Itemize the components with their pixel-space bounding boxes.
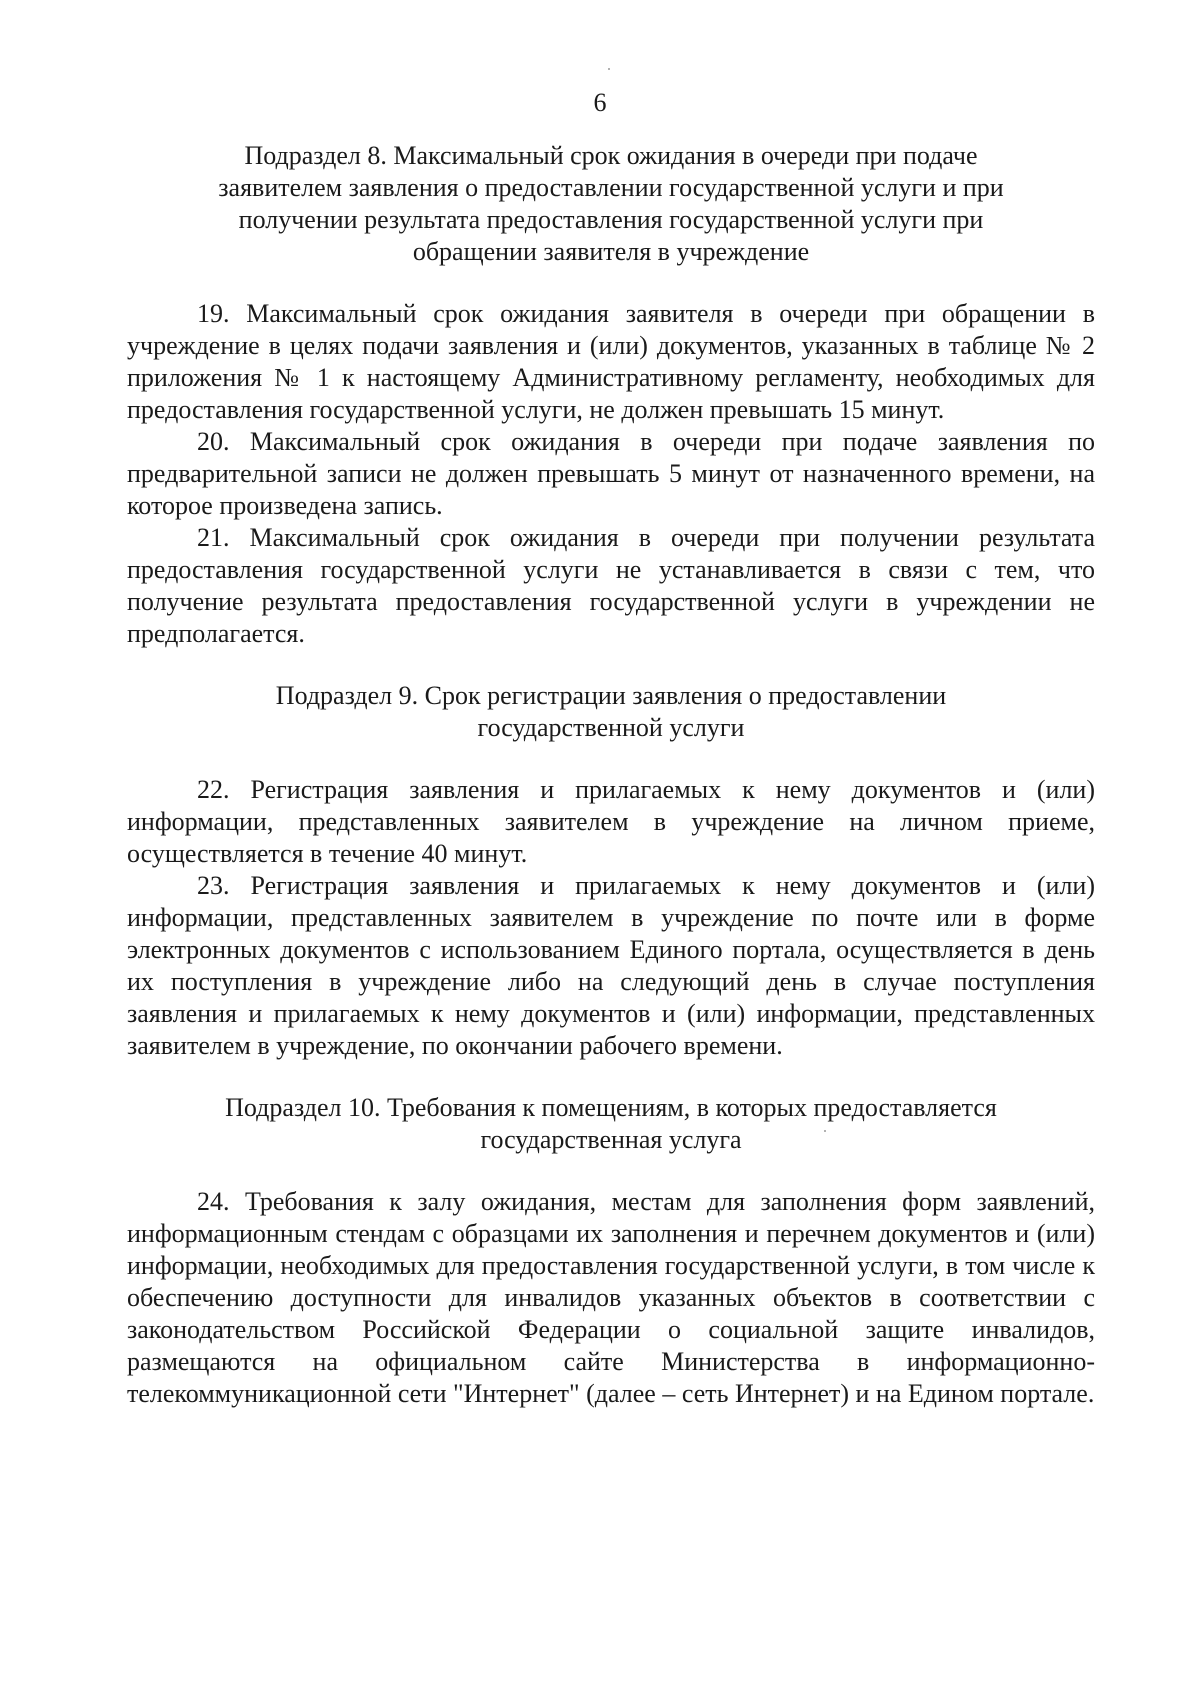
paragraph-22: 22. Регистрация заявления и прилагаемых к нему документов и (или) информации, представленных заявителем в учреждение на личном приеме, осуществляется в течение 40 минут. (127, 775, 1095, 868)
heading-line: Подраздел 8. Максимальный срок ожидания в очереди при подаче (244, 141, 978, 170)
heading-line: обращении заявителя в учреждение (412, 237, 810, 266)
section-9 (127, 680, 1095, 1062)
paragraph-19: 19. Максимальный срок ожидания заявителя в очереди при обращении в учреждение в целях подачи заявления и (или) документов, указанных в таблице № 2 приложения № 1 к настоящему Административному регламенту, необходимых для предоставления государственной услуги, не должен превышать 15 минут. (127, 299, 1095, 424)
paragraph-21: 21. Максимальный срок ожидания в очереди при получении результата предоставления государственной услуги не устанавливается в связи с тем, что получение результата предоставления государственной услуги в учреждении не предполагается. (127, 523, 1095, 648)
paragraph-23: 23. Регистрация заявления и прилагаемых к нему документов и (или) информации, представленных заявителем в учреждение по почте или в форме электронных документов с использованием Единого портала, осуществляется в день их поступления в учреждение либо на следующий день в случае поступления заявления и прилагаемых к нему документов и (или) информации, представленных заявителем в учреждение, по окончании рабочего времени. (127, 871, 1095, 1060)
heading-line: получении результата предоставления государственной услуги при (238, 205, 984, 234)
scan-speck (608, 68, 610, 70)
paragraph-20: 20. Максимальный срок ожидания в очереди при подаче заявления по предварительной записи не должен превышать 5 минут от назначенного времени, на которое произведена запись. (127, 427, 1095, 520)
heading-line: государственной услуги (477, 713, 745, 742)
heading-line: заявителем заявления о предоставлении государственной услуги и при (218, 173, 1004, 202)
section-heading (127, 1092, 1095, 1156)
document-body (127, 140, 1095, 1410)
heading-line: Подраздел 9. Срок регистрации заявления о предоставлении (275, 681, 947, 710)
section-10 (127, 1092, 1095, 1410)
heading-line: Подраздел 10. Требования к помещениям, в которых предоставляется (225, 1093, 997, 1122)
section-heading (127, 680, 1095, 744)
heading-line: государственная услуга (480, 1125, 742, 1154)
section-heading (127, 140, 1095, 268)
paragraph-24: 24. Требования к залу ожидания, местам для заполнения форм заявлений, информационным стендам с образцами их заполнения и перечнем документов и (или) информации, необходимых для предоставления государственной услуги, в том числе к обеспечению доступности для инвалидов указанных объектов в соответствии с законодательством Российской Федерации о социальной защите инвалидов, размещаются на официальном сайте Министерства в информационно-телекоммуникационной сети "Интернет" (далее – сеть Интернет) и на Едином портале. (127, 1187, 1095, 1408)
page-number: 6 (593, 88, 607, 117)
section-8 (127, 140, 1095, 650)
